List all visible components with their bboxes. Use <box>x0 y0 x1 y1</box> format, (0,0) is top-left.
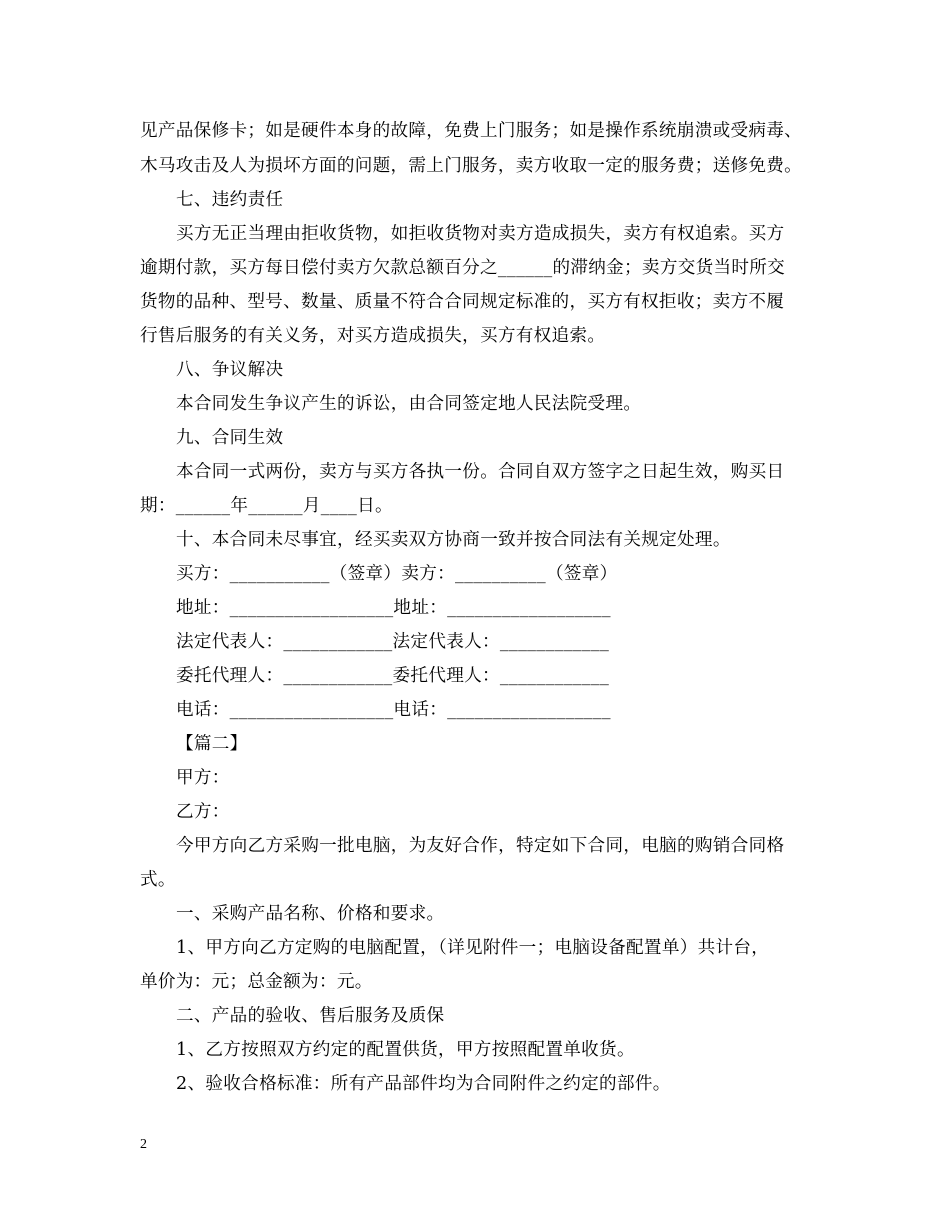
section-heading: 九、合同生效 <box>176 428 284 448</box>
signature-line: 法定代表人：____________法定代表人：____________ <box>176 632 610 652</box>
text-line: 单价为：元；总金额为：元。 <box>140 972 373 992</box>
text-line: 行售后服务的有关义务，对买方造成损失，买方有权追索。 <box>140 326 606 346</box>
page-number: 2 <box>140 1137 147 1152</box>
signature-line: 地址：__________________地址：__________________ <box>176 598 611 618</box>
signature-line: 电话：__________________电话：__________________ <box>176 700 611 720</box>
text-line: 十、本合同未尽事宜，经买卖双方协商一致并按合同法有关规定处理。 <box>176 530 731 550</box>
text-line: 见产品保修卡；如是硬件本身的故障，免费上门服务；如是操作系统崩溃或受病毒、 <box>140 121 803 141</box>
party-a-label: 甲方： <box>176 768 230 788</box>
part-heading: 【篇二】 <box>176 734 248 754</box>
text-line: 木马攻击及人为损坏方面的问题，需上门服务，卖方收取一定的服务费；送修免费。 <box>140 156 803 176</box>
party-b-label: 乙方： <box>176 802 230 822</box>
text-line: 货物的品种、型号、数量、质量不符合合同规定标准的，买方有权拒收；卖方不履 <box>140 292 785 312</box>
text-line: 式。 <box>140 870 176 890</box>
text-line: 1、乙方按照双方约定的配置供货，甲方按照配置单收货。 <box>176 1040 635 1060</box>
text-line: 今甲方向乙方采购一批电脑，为友好合作，特定如下合同，电脑的购销合同格 <box>176 836 785 856</box>
signature-line: 委托代理人：____________委托代理人：____________ <box>176 666 610 686</box>
section-heading: 二、产品的验收、售后服务及质保 <box>176 1006 445 1026</box>
text-line: 逾期付款，买方每日偿付卖方欠款总额百分之______的滞纳金；卖方交货当时所交 <box>140 258 786 278</box>
signature-line: 买方：___________（签章）卖方：__________（签章） <box>176 564 618 584</box>
text-line: 1、甲方向乙方定购的电脑配置，（详见附件一；电脑设备配置单）共计台， <box>176 938 770 958</box>
text-line: 本合同一式两份，卖方与买方各执一份。合同自双方签字之日起生效，购买日 <box>176 462 785 482</box>
text-line: 本合同发生争议产生的诉讼，由合同签定地人民法院受理。 <box>176 394 642 414</box>
section-heading: 一、采购产品名称、价格和要求。 <box>176 904 445 924</box>
text-line: 期：______年______月____日。 <box>140 496 393 516</box>
text-line: 买方无正当理由拒收货物，如拒收货物对卖方造成损失，卖方有权追索。买方 <box>176 224 785 244</box>
text-line: 2、验收合格标准：所有产品部件均为合同附件之约定的部件。 <box>176 1074 671 1094</box>
section-heading: 八、争议解决 <box>176 360 284 380</box>
section-heading: 七、违约责任 <box>176 190 284 210</box>
